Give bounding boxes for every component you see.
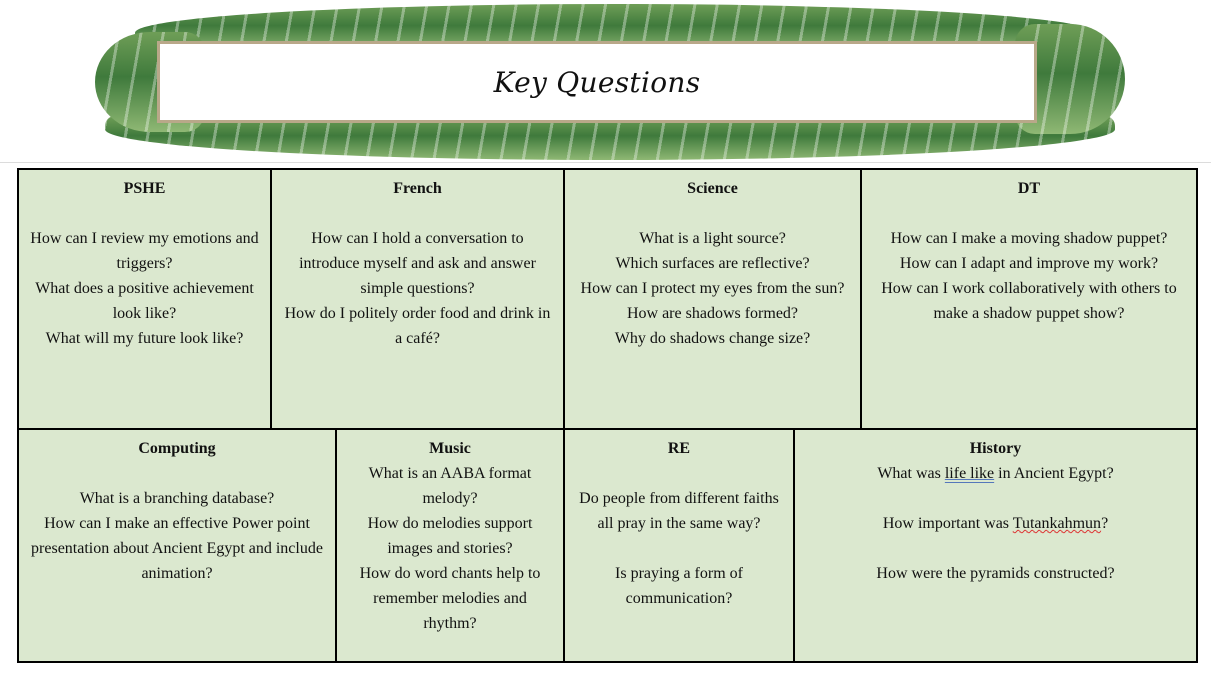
question: Which surfaces are reflective?	[615, 255, 810, 272]
question: Do people from different faiths all pray in the same way?	[579, 490, 779, 532]
cell-pshe	[19, 170, 270, 428]
question	[803, 511, 1188, 536]
cell-history	[795, 430, 1196, 661]
subject-heading: PSHE	[123, 180, 166, 197]
question-text: What was	[877, 465, 945, 482]
title-frame	[157, 41, 1037, 123]
question: How can I review my emotions and triggers?	[30, 230, 259, 272]
subject-heading: Music	[429, 440, 471, 457]
question: How are shadows formed?	[626, 305, 799, 322]
subject-heading: French	[393, 180, 442, 197]
question: What is an AABA format melody?	[368, 465, 532, 507]
question: How were the pyramids constructed?	[876, 565, 1115, 582]
question: How do word chants help to remember melodies and rhythm?	[359, 565, 541, 632]
question: What will my future look like?	[45, 330, 244, 347]
subject-heading: History	[969, 440, 1022, 457]
spelling-flag: Tutankahmun	[1012, 515, 1102, 532]
question-text: ?	[1101, 515, 1109, 532]
question: How do melodies support images and stories?	[367, 515, 533, 557]
question: How do I politely order food and drink in a café?	[284, 305, 551, 347]
cell-science	[565, 170, 860, 428]
cell-re	[565, 430, 793, 661]
cell-music	[337, 430, 563, 661]
grammar-flag: life like	[944, 465, 995, 482]
key-questions-table	[17, 168, 1198, 663]
cell-french	[272, 170, 563, 428]
header-divider	[0, 162, 1211, 163]
subject-heading: DT	[1017, 180, 1041, 197]
question-text: in Ancient Egypt?	[994, 465, 1114, 482]
question	[803, 461, 1188, 486]
question: How can I work collaboratively with others to make a shadow puppet show?	[881, 280, 1177, 322]
question: Why do shadows change size?	[614, 330, 811, 347]
cell-dt	[862, 170, 1196, 428]
question: How can I hold a conversation to introduce myself and ask and answer simple questions?	[299, 230, 536, 297]
question: What is a branching database?	[79, 490, 275, 507]
subject-heading: RE	[667, 440, 691, 457]
subject-heading: Science	[687, 180, 738, 197]
question: What does a positive achievement look like?	[35, 280, 254, 322]
page-title: Key Questions	[493, 65, 701, 99]
question: How can I make a moving shadow puppet?	[890, 230, 1168, 247]
question: How can I make an effective Power point presentation about Ancient Egypt and include animation?	[31, 515, 323, 582]
question: Is praying a form of communication?	[615, 565, 743, 607]
question: How can I adapt and improve my work?	[899, 255, 1159, 272]
question-text: How important was	[882, 515, 1013, 532]
header-banner	[95, 4, 1125, 160]
subject-heading: Computing	[138, 440, 216, 457]
question: How can I protect my eyes from the sun?	[580, 280, 845, 297]
cell-computing	[19, 430, 335, 661]
question: What is a light source?	[639, 230, 786, 247]
